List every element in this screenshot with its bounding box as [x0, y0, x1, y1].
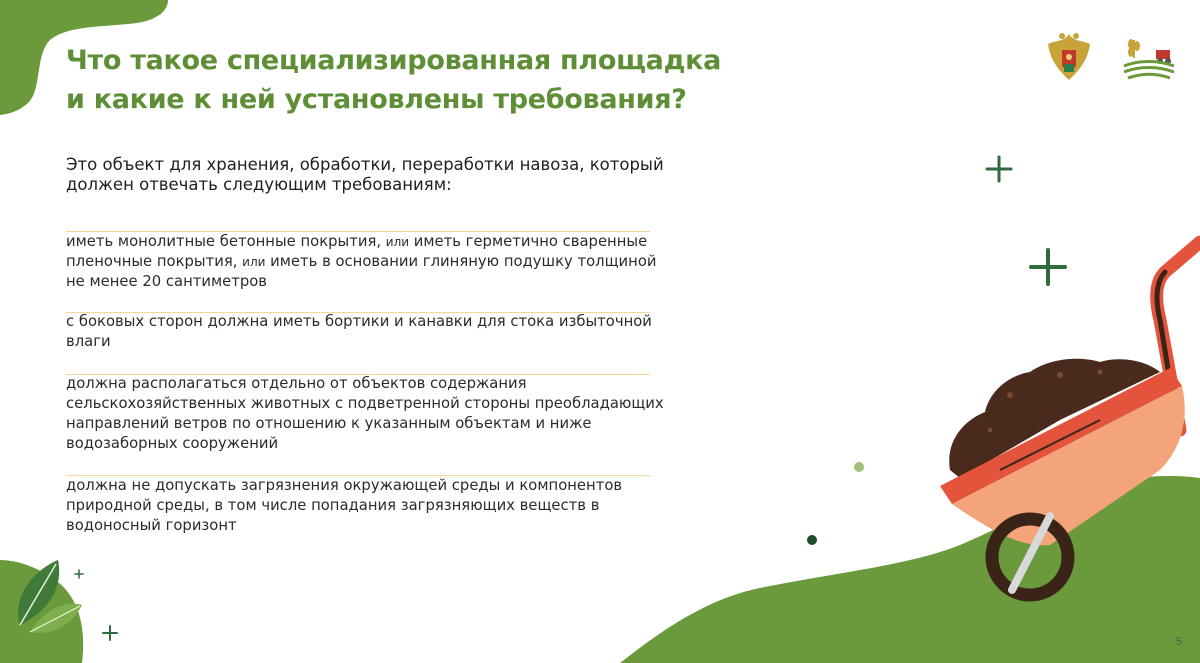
text: иметь в основании глиняную подушку толщиной: [265, 253, 657, 270]
text: иметь монолитные бетонные покрытия,: [66, 233, 386, 250]
intro-text: [66, 155, 766, 195]
sparkle-icon: [75, 570, 83, 578]
or-word: или: [385, 235, 410, 249]
requirement-line: должна не допускать загрязнения окружающей среды и компонентов: [66, 477, 623, 494]
requirement-line: водоносный горизонт: [66, 517, 237, 534]
sparkle-icon: [103, 626, 117, 640]
russian-coat-of-arms-icon: [1040, 28, 1098, 86]
requirement-line: направлений ветров по отношению к указанным объектам и ниже: [66, 415, 592, 432]
requirement-line: влаги: [66, 333, 111, 350]
sparkle-icon: [1031, 250, 1065, 284]
title-line: Что такое специализированная площадка: [66, 45, 722, 76]
requirement-line: [66, 232, 766, 252]
requirement-line: [66, 252, 766, 272]
requirement-line: с боковых сторон должна иметь бортики и канавки для стока избыточной: [66, 313, 652, 330]
requirement-line: сельскохозяйственных животных с подветренной стороны преобладающих: [66, 395, 664, 412]
requirement-line: [66, 272, 766, 292]
requirement-item: [66, 312, 766, 352]
slide-title: [66, 41, 826, 119]
dot: [807, 535, 817, 545]
text: пленочные покрытия,: [66, 253, 243, 270]
requirement-item: [66, 476, 766, 536]
or-word: или: [242, 255, 266, 269]
text: не менее 20 сантиметров: [66, 273, 268, 290]
requirement-item: [66, 374, 766, 454]
requirement-line: природной среды, в том числе попадания загрязняющих веществ в: [66, 497, 600, 514]
text: иметь герметично сваренные: [409, 233, 648, 250]
agriculture-logo-icon: [1120, 34, 1178, 82]
page-number: 5: [1176, 636, 1183, 648]
requirement-line: должна располагаться отдельно от объектов содержания: [66, 375, 527, 392]
intro-line: Это объект для хранения, обработки, переработки навоза, который: [66, 155, 664, 174]
requirement-line: водозаборных сооружений: [66, 435, 279, 452]
requirement-item: [66, 232, 766, 292]
dot: [854, 462, 864, 472]
title-line: и какие к ней установлены требования?: [66, 84, 687, 115]
sparkle-icon: [987, 157, 1011, 181]
intro-line: должен отвечать следующим требованиям:: [66, 175, 452, 194]
